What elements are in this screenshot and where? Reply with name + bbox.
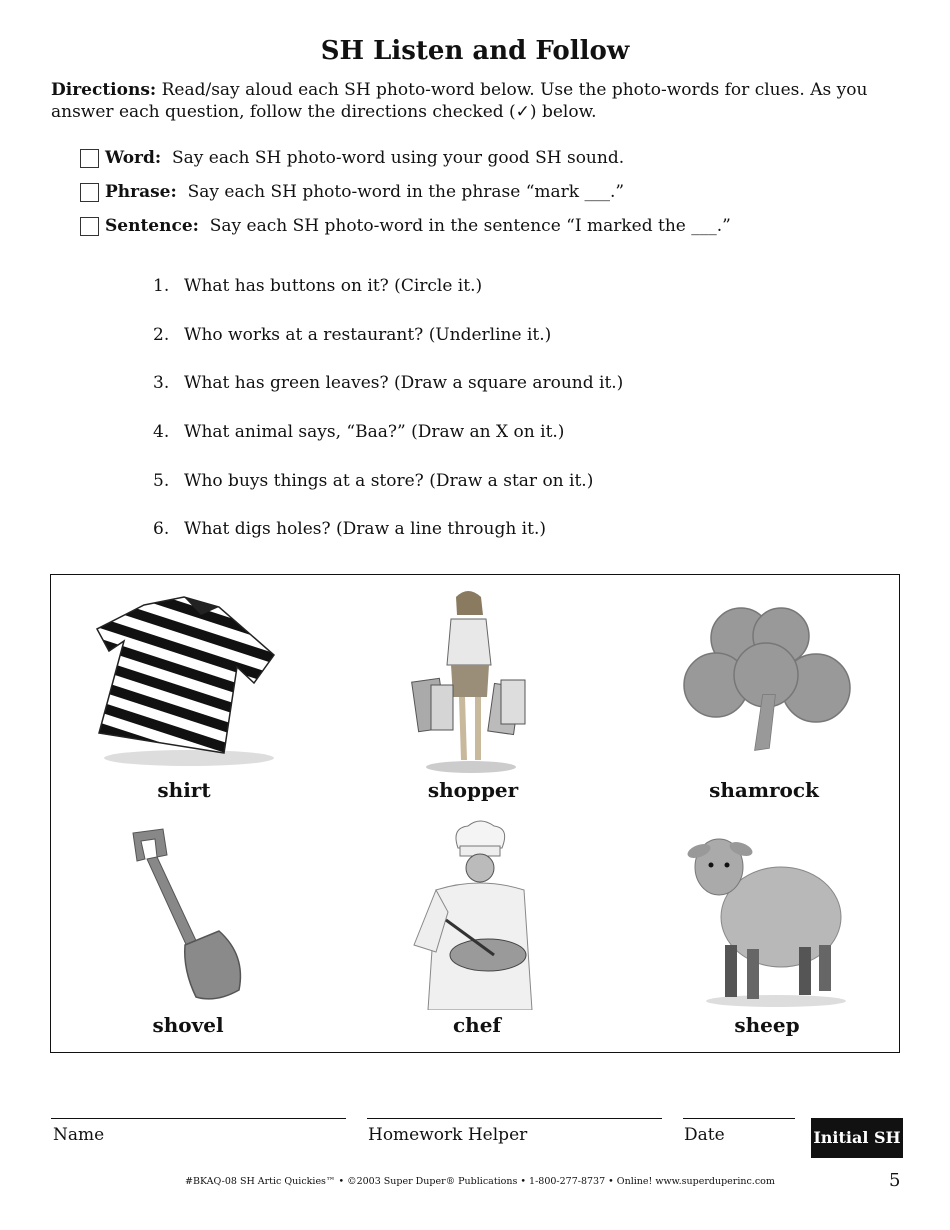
option-word-text: Say each SH photo-word using your good SH sound. <box>171 148 625 168</box>
page-number: 5 <box>889 1170 901 1191</box>
question-3 <box>153 373 623 393</box>
footer-credits: #BKAQ-08 SH Artic Quickies™ • ©2003 Super Duper® Publications • 1-800-277-8737 • Online! www.superduperinc.com <box>185 1176 775 1187</box>
question-2 <box>153 325 551 345</box>
question-number: 1. <box>153 276 170 296</box>
caption-shamrock: shamrock <box>709 778 819 802</box>
question-number: 4. <box>153 422 170 442</box>
page-title: SH Listen and Follow <box>320 36 630 66</box>
shovel-image[interactable] <box>121 825 261 1010</box>
option-phrase-text: Say each SH photo-word in the phrase “mark ___.” <box>187 182 625 202</box>
chef-image[interactable] <box>406 820 551 1010</box>
caption-chef: chef <box>452 1013 502 1037</box>
sheep-image[interactable] <box>681 825 861 1010</box>
option-phrase-label: Phrase: <box>105 182 177 202</box>
question-4 <box>153 422 564 442</box>
option-word <box>80 146 624 170</box>
question-number: 2. <box>153 325 170 345</box>
question-5 <box>153 471 593 491</box>
question-text: What animal says, “Baa?” (Draw an X on it.) <box>184 422 565 442</box>
question-text: Who buys things at a store? (Draw a star on it.) <box>184 471 594 491</box>
initial-sh-badge: Initial SH <box>811 1118 903 1158</box>
option-word-label: Word: <box>105 148 162 168</box>
name-label: Name <box>53 1125 105 1145</box>
question-text: What has buttons on it? (Circle it.) <box>184 276 483 296</box>
phrase-checkbox[interactable] <box>80 183 99 202</box>
question-number: 5. <box>153 471 170 491</box>
caption-shirt: shirt <box>157 778 211 802</box>
option-sentence-text: Say each SH photo-word in the sentence “I marked the ___.” <box>209 216 731 236</box>
question-number: 3. <box>153 373 170 393</box>
date-line[interactable] <box>683 1118 795 1119</box>
helper-line[interactable] <box>367 1118 662 1119</box>
option-sentence-label: Sentence: <box>105 216 199 236</box>
directions-text: Read/say aloud each SH photo-word below. Use the photo-words for clues. As you answer each question, follow the directions checked (✓) below. <box>51 80 868 122</box>
option-phrase <box>80 180 624 204</box>
shirt-image[interactable] <box>89 593 279 768</box>
caption-shovel: shovel <box>152 1013 224 1037</box>
question-6 <box>153 519 546 539</box>
shamrock-image[interactable] <box>671 600 861 760</box>
date-label: Date <box>684 1125 725 1145</box>
helper-label: Homework Helper <box>368 1125 528 1145</box>
sentence-checkbox[interactable] <box>80 217 99 236</box>
word-checkbox[interactable] <box>80 149 99 168</box>
shopper-image[interactable] <box>401 585 541 775</box>
picture-panel <box>50 574 900 1053</box>
directions <box>51 79 901 123</box>
question-text: Who works at a restaurant? (Underline it.) <box>184 325 552 345</box>
option-sentence <box>80 214 731 238</box>
caption-shopper: shopper <box>427 778 519 802</box>
directions-label: Directions: <box>51 80 157 100</box>
name-line[interactable] <box>51 1118 346 1119</box>
question-text: What digs holes? (Draw a line through it.) <box>184 519 546 539</box>
caption-sheep: sheep <box>734 1013 800 1037</box>
question-number: 6. <box>153 519 170 539</box>
question-1 <box>153 276 482 296</box>
question-text: What has green leaves? (Draw a square around it.) <box>184 373 624 393</box>
